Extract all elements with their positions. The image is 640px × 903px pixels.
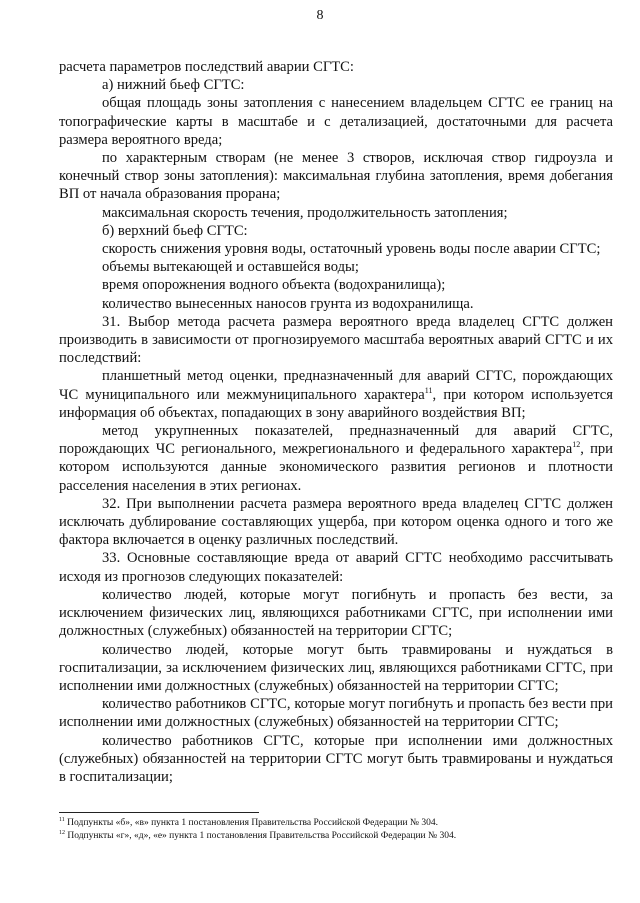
paragraph: б) верхний бьеф СГТС: — [102, 222, 248, 239]
footnote-number: 11 — [59, 816, 65, 823]
footnotes — [59, 817, 613, 843]
paragraph — [59, 422, 613, 495]
paragraph: количество людей, которые могут быть травмированы и нуждаться в госпитализации, за исключением физических лиц, являющихся работниками СГТС, при исполнении ими должностных (служебных) обязанностей на территории СГТС; — [59, 641, 613, 694]
footnote-text: Подпункты «б», «в» пункта 1 постановления Правительства Российской Федерации № 304. — [64, 818, 438, 828]
paragraph-text: , при котором используется информация об объектах, попадающих в зону аварийного воздействия ВП; — [59, 386, 613, 421]
paragraph — [59, 367, 613, 422]
paragraph: 31. Выбор метода расчета размера вероятного вреда владелец СГТС должен производить в зависимости от прогнозируемого масштаба вероятных аварий СГТС и их последствий: — [59, 313, 613, 367]
footnote — [59, 830, 613, 843]
paragraph: скорость снижения уровня воды, остаточный уровень воды после аварии СГТС; — [102, 241, 601, 258]
paragraph: количество вынесенных наносов грунта из водохранилища. — [102, 295, 474, 312]
paragraph: объемы вытекающей и оставшейся воды; — [102, 259, 359, 276]
footnote-text: Подпункты «г», «д», «е» пункта 1 постановления Правительства Российской Федерации № 304. — [65, 831, 457, 841]
footnote-separator — [59, 812, 259, 813]
paragraph: количество людей, которые могут погибнуть и пропасть без вести, за исключением физических лиц, являющихся работниками СГТС, при исполнении ими должностных (служебных) обязанностей на территории СГТС; — [59, 586, 613, 640]
paragraph: общая площадь зоны затопления с нанесением владельцем СГТС ее границ на топографические карты в масштабе и с детализацией, достаточными для расчета размера вероятного вреда; — [59, 95, 613, 148]
paragraph-text: метод укрупненных показателей, предназначенный для аварий СГТС, порождающих ЧС регионального, межрегионального и федерального характера — [59, 423, 613, 458]
paragraph: 32. При выполнении расчета размера вероятного вреда владелец СГТС должен исключать дублирование составляющих ущерба, при котором оценка одного и того же фактора включается в оценку различных последствий. — [59, 495, 613, 549]
footnote — [59, 817, 613, 830]
paragraph: количество работников СГТС, которые при исполнении ими должностных (служебных) обязанностей на территории СГТС могут быть травмированы и нуждаться в госпитализации; — [59, 732, 613, 785]
footnote-ref[interactable]: 11 — [424, 385, 433, 395]
page-number: 8 — [316, 8, 324, 23]
paragraph: расчета параметров последствий аварии СГТС: — [59, 59, 354, 75]
paragraph: а) нижний бьеф СГТС: — [102, 77, 245, 94]
paragraph-text: планшетный метод оценки, предназначенный для аварий СГТС, порождающих ЧС муниципального или межмуниципального характера — [59, 368, 613, 403]
paragraph: количество работников СГТС, которые могут погибнуть и пропасть без вести при исполнении ими должностных (служебных) обязанностей на территории СГТС; — [59, 696, 613, 731]
paragraph: максимальная скорость течения, продолжительность затопления; — [102, 204, 508, 221]
paragraph-text: , при котором используются данные экономического развития регионов и плотности расселения населения в этих регионах. — [59, 441, 613, 494]
footnote-ref[interactable]: 12 — [572, 440, 581, 450]
footnote-number: 12 — [59, 829, 65, 836]
document-body — [59, 58, 613, 786]
paragraph: время опорожнения водного объекта (водохранилища); — [102, 277, 446, 294]
paragraph: по характерным створам (не менее 3 створов, исключая створ гидроузла и конечный створ зоны затопления): максимальная глубина затопления, время добегания ВП от начала образования прорана; — [59, 150, 613, 203]
paragraph: 33. Основные составляющие вреда от аварий СГТС необходимо рассчитывать исходя из прогнозов следующих показателей: — [59, 550, 613, 585]
